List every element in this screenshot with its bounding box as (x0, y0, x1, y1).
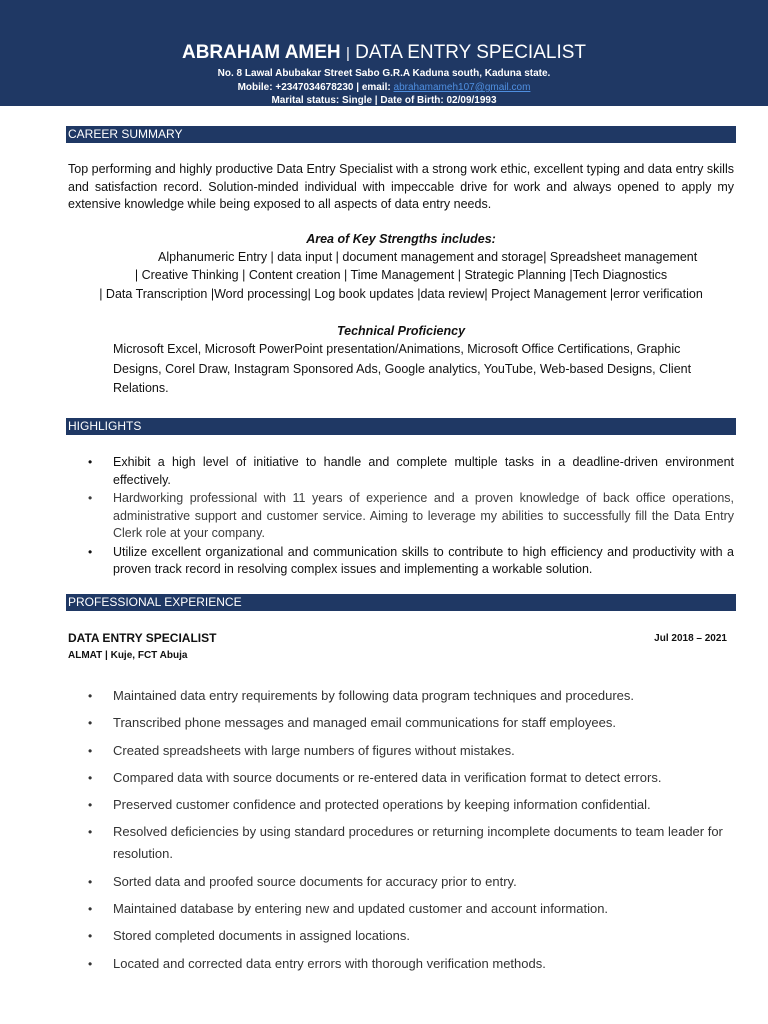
section-professional-experience: PROFESSIONAL EXPERIENCE (66, 594, 736, 611)
strengths-heading: Area of Key Strengths includes: (306, 232, 496, 246)
highlights-list (68, 454, 734, 580)
experience-list (68, 685, 734, 980)
email-link[interactable]: abrahamameh107@gmail.com (393, 82, 531, 93)
list-item: • Compared data with source documents or re-entered data in verification format to detect errors. (68, 767, 734, 789)
bullet-icon: • (88, 956, 93, 971)
mobile-text: Mobile: +2347034678230 | email: (237, 82, 394, 93)
bullet-icon: • (88, 929, 93, 944)
tech-heading: Technical Proficiency (336, 324, 466, 338)
section-career-summary: CAREER SUMMARY (66, 126, 736, 143)
list-item: • Created spreadsheets with large numbers of figures without mistakes. (68, 740, 734, 762)
list-item: • Maintained data entry requirements by following data program techniques and procedures. (68, 685, 734, 707)
strengths-line-1: Alphanumeric Entry | data input | document management and storage| Spreadsheet management (158, 250, 698, 264)
list-item: • Preserved customer confidence and protected operations by keeping information confidential. (68, 794, 734, 816)
section-highlights: HIGHLIGHTS (66, 418, 736, 435)
list-item: • Resolved deficiencies by using standard procedures or returning incomplete documents to team leader for resolution. (68, 821, 734, 865)
address: No. 8 Lawal Abubakar Street Sabo G.R.A Kaduna south, Kaduna state. (217, 68, 551, 79)
bullet-icon: • (88, 770, 93, 785)
candidate-role: DATA ENTRY SPECIALIST (355, 42, 587, 63)
bullet-icon: • (88, 455, 93, 469)
marital-status: Marital status: Single | Date of Birth: 02/09/1993 (271, 95, 497, 106)
job-title: DATA ENTRY SPECIALIST (68, 631, 217, 645)
bullet-icon: • (88, 544, 93, 559)
resume-header (0, 0, 768, 106)
list-item: • Utilize excellent organizational and communication skills to contribute to high efficiency and productivity with a proven track record in resolving complex issues and implementing a workable solution. (88, 544, 734, 576)
bullet-icon: • (88, 874, 93, 889)
tech-proficiency-text: Microsoft Excel, Microsoft PowerPoint presentation/Animations, Microsoft Office Certifications, Graphic Designs, Corel Draw, Instagram Sponsored Ads, Google analytics, YouTube, Web-based Designs, Client Relations. (113, 342, 692, 395)
list-item: • Sorted data and proofed source documents for accuracy prior to entry. (68, 871, 734, 893)
bullet-icon: • (88, 902, 93, 917)
bullet-icon: • (88, 491, 93, 505)
summary-paragraph: Top performing and highly productive Data Entry Specialist with a strong work ethic, excellent typing and data entry skills and satisfaction record. Solution-minded individual with impeccable drive for work and always opened to apply my extensive knowledge while being exposed to all aspects of data entry needs. (68, 162, 734, 211)
list-item: • Stored completed documents in assigned locations. (68, 925, 734, 947)
strengths-line-2: | Creative Thinking | Content creation | Time Management | Strategic Planning |Tech Diagnostics (134, 268, 668, 282)
bullet-icon: • (88, 716, 93, 731)
job-company: ALMAT | Kuje, FCT Abuja (68, 650, 188, 661)
list-item: • Maintained database by entering new and updated customer and account information. (68, 898, 734, 920)
bullet-icon: • (88, 743, 93, 758)
candidate-name: ABRAHAM AMEH (181, 42, 341, 63)
contact-line (0, 81, 768, 94)
header-title (0, 42, 768, 65)
title-separator: | (345, 45, 350, 62)
list-item: • Exhibit a high level of initiative to handle and complete multiple tasks in a deadline-driven environment effectively. (88, 455, 734, 487)
bullet-icon: • (88, 825, 93, 840)
list-item: • Hardworking professional with 11 years of experience and a proven knowledge of back office operations, administrative support and customer service. Aiming to leverage my abilities to successfully fill the Data Entry Clerk role at your company. (88, 491, 734, 540)
bullet-icon: • (88, 689, 93, 703)
list-item: • Located and corrected data entry errors with thorough verification methods. (68, 953, 734, 975)
bullet-icon: • (88, 798, 93, 813)
list-item: • Transcribed phone messages and managed email communications for staff employees. (68, 712, 734, 734)
strengths-line-3: | Data Transcription |Word processing| Log book updates |data review| Project Management |error verification (99, 287, 703, 301)
job-dates: Jul 2018 – 2021 (654, 633, 727, 644)
